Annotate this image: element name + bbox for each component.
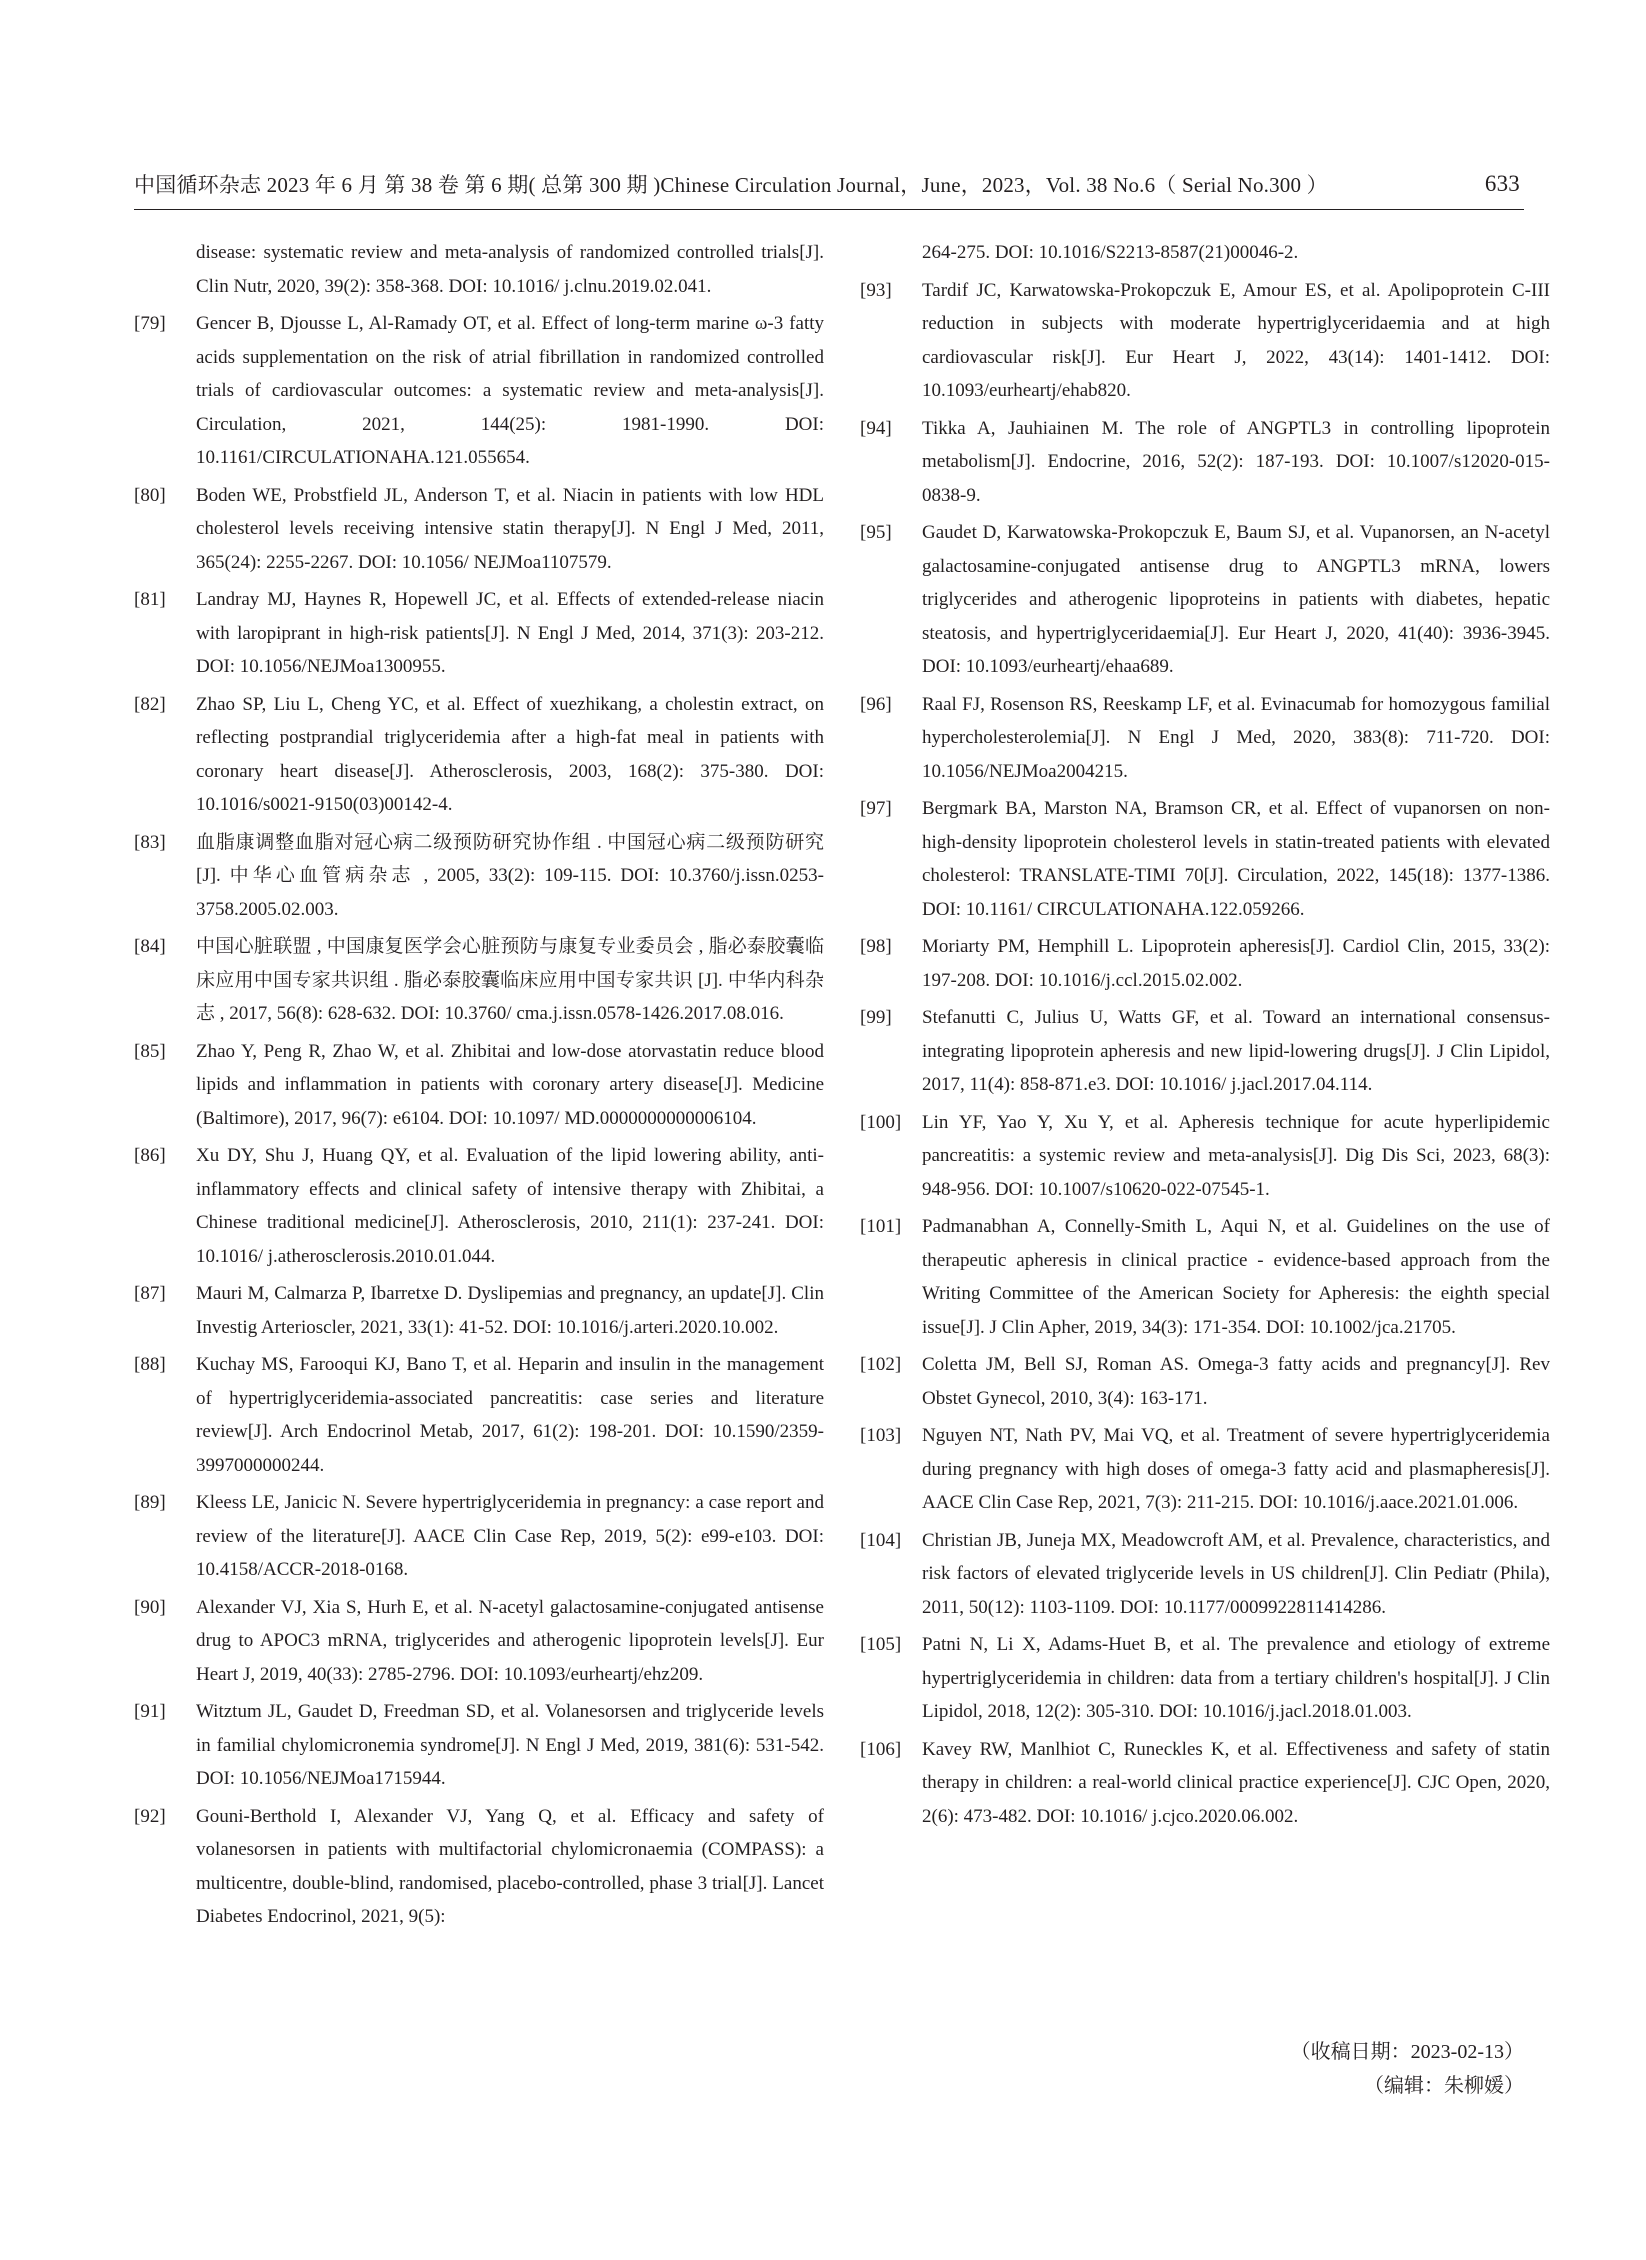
reference-106 [860,1733,1550,1834]
reference-text: Gencer B, Djousse L, Al-Ramady OT, et al. Effect of long-term marine ω-3 fatty acids supplementation on the risk of atrial fibrillation in randomized controlled trials of cardiovascular outcomes: a systematic review and meta-analysis[J]. Circulation, 2021, 144(25): 1981-1990. DOI: 10.1161/CIRCULATIONAHA.121.055654. [196,313,824,468]
reference-text: 264-275. DOI: 10.1016/S2213-8587(21)00046-2. [922,242,1299,263]
reference-text: Padmanabhan A, Connelly-Smith L, Aqui N, et al. Guidelines on the use of therapeutic apheresis in clinical practice - evidence-based approach from the Writing Committee of the American Society for Apheresis: the eighth special issue[J]. J Clin Apher, 2019, 34(3): 171-354. DOI: 10.1002/jca.21705. [922,1216,1550,1338]
reference-text: Witztum JL, Gaudet D, Freedman SD, et al. Volanesorsen and triglyceride levels in familial chylomicronemia syndrome[J]. N Engl J Med, 2019, 381(6): 531-542. DOI: 10.1056/NEJMoa1715944. [196,1701,824,1789]
page-number: 633 [1484,171,1520,196]
reference-82 [134,688,824,822]
reference-84 [134,930,824,1031]
reference-text: Moriarty PM, Hemphill L. Lipoprotein apheresis[J]. Cardiol Clin, 2015, 33(2): 197-208. DOI: 10.1016/j.ccl.2015.02.002. [922,936,1550,991]
reference-95 [860,516,1550,684]
reference-continuation [134,236,824,303]
reference-number: [102] [860,1354,902,1375]
reference-number: [83] [134,831,166,853]
reference-text: Gouni-Berthold I, Alexander VJ, Yang Q, et al. Efficacy and safety of volanesorsen in patients with multifactorial chylomicronaemia (COMPASS): a multicentre, double-blind, randomised, placebo-controlled, phase 3 trial[J]. Lancet Diabetes Endocrinol, 2021, 9(5): [196,1805,824,1927]
reference-text: Bergmark BA, Marston NA, Bramson CR, et al. Effect of vupanorsen on non-high-density lipoprotein cholesterol levels in statin-treated patients with elevated cholesterol: TRANSLATE-TIMI 70[J]. Circulation, 2022, 145(18): 1377-1386. DOI: 10.1161/ CIRCULATIONAHA.122.059266. [922,798,1550,920]
reference-text: Zhao SP, Liu L, Cheng YC, et al. Effect of xuezhikang, a cholestin extract, on reflecting postprandial triglyceridemia after a high-fat meal in patients with coronary heart disease[J]. Atherosclerosis, 2003, 168(2): 375-380. DOI: 10.1016/s0021-9150(03)00142-4. [196,693,824,815]
reference-93 [860,274,1550,408]
reference-97 [860,792,1550,926]
journal-citation-line: 中国循环杂志 2023 年 6 月 第 38 卷 第 6 期( 总第 300 期 )Chinese Circulation Journal，June，2023，Vol. 38 No.6（ Serial No.300 ） [134,173,1328,197]
reference-100 [860,1106,1550,1207]
reference-text: Kavey RW, Manlhiot C, Runeckles K, et al. Effectiveness and safety of statin therapy in children: a real-world clinical practice experience[J]. CJC Open, 2020, 2(6): 473-482. DOI: 10.1016/ j.cjco.2020.06.002. [922,1738,1550,1827]
reference-number: [97] [860,798,892,819]
reference-99 [860,1001,1550,1102]
right-reference-column [860,236,1550,1837]
reference-88 [134,1348,824,1482]
reference-number: [84] [134,936,166,957]
reference-number: [96] [860,693,892,715]
reference-number: [85] [134,1040,166,1062]
reference-96 [860,688,1550,789]
reference-91 [134,1695,824,1796]
reference-number: [105] [860,1634,902,1655]
reference-102 [860,1348,1550,1415]
reference-number: [79] [134,313,166,334]
reference-number: [103] [860,1425,902,1446]
reference-85 [134,1035,824,1136]
reference-number: [81] [134,589,166,610]
reference-text: Coletta JM, Bell SJ, Roman AS. Omega-3 fatty acids and pregnancy[J]. Rev Obstet Gynecol, 2010, 3(4): 163-171. [922,1354,1550,1409]
reference-number: [88] [134,1354,166,1375]
reference-text: Xu DY, Shu J, Huang QY, et al. Evaluation of the lipid lowering ability, anti-inflammatory effects and clinical safety of intensive therapy with Zhibitai, a Chinese traditional medicine[J]. Atherosclerosis, 2010, 211(1): 237-241. DOI: 10.1016/ j.atherosclerosis.2010.01.044. [196,1145,824,1267]
reference-text: Kleess LE, Janicic N. Severe hypertriglyceridemia in pregnancy: a case report and review of the literature[J]. AACE Clin Case Rep, 2019, 5(2): e99-e103. DOI: 10.4158/ACCR-2018-0168. [196,1492,824,1580]
reference-text: disease: systematic review and meta-analysis of randomized controlled trials[J]. Clin Nutr, 2020, 39(2): 358-368. DOI: 10.1016/ j.clnu.2019.02.041. [196,242,824,297]
reference-90 [134,1591,824,1692]
reference-98 [860,930,1550,997]
reference-89 [134,1486,824,1587]
reference-94 [860,412,1550,513]
reference-text: Gaudet D, Karwatowska-Prokopczuk E, Baum SJ, et al. Vupanorsen, an N-acetyl galactosamine-conjugated antisense drug to ANGPTL3 mRNA, lowers triglycerides and atherogenic lipoproteins in patients with diabetes, hepatic steatosis, and hypertriglyceridaemia[J]. Eur Heart J, 2020, 41(40): 3936-3945. DOI: 10.1093/eurheartj/ehaa689. [922,522,1550,677]
reference-text: Alexander VJ, Xia S, Hurh E, et al. N-acetyl galactosamine-conjugated antisense drug to APOC3 mRNA, triglycerides and atherogenic lipoprotein levels[J]. Eur Heart J, 2019, 40(33): 2785-2796. DOI: 10.1093/eurheartj/ehz209. [196,1596,824,1685]
reference-number: [91] [134,1701,166,1722]
reference-80 [134,479,824,580]
reference-text: Raal FJ, Rosenson RS, Reeskamp LF, et al. Evinacumab for homozygous familial hypercholesterolemia[J]. N Engl J Med, 2020, 383(8): 711-720. DOI: 10.1056/NEJMoa2004215. [922,693,1550,782]
reference-text: Stefanutti C, Julius U, Watts GF, et al. Toward an international consensus-integrating lipoprotein apheresis and new lipid-lowering drugs[J]. J Clin Lipidol, 2017, 11(4): 858-871.e3. DOI: 10.1016/ j.jacl.2017.04.114. [922,1007,1550,1095]
reference-text: Patni N, Li X, Adams-Huet B, et al. The prevalence and etiology of extreme hypertriglyceridemia in children: data from a tertiary children's hospital[J]. J Clin Lipidol, 2018, 12(2): 305-310. DOI: 10.1016/j.jacl.2018.01.003. [922,1634,1550,1722]
reference-81 [134,583,824,684]
reference-text: Nguyen NT, Nath PV, Mai VQ, et al. Treatment of severe hypertriglyceridemia during pregnancy with high doses of omega-3 fatty acid and plasmapheresis[J]. AACE Clin Case Rep, 2021, 7(3): 211-215. DOI: 10.1016/j.aace.2021.01.006. [922,1425,1550,1513]
reference-86 [134,1139,824,1273]
reference-number: [86] [134,1145,166,1166]
reference-number: [106] [860,1738,902,1760]
reference-87 [134,1277,824,1344]
running-header [134,165,1524,210]
reference-number: [92] [134,1805,166,1827]
reference-number: [99] [860,1007,892,1028]
reference-text: Boden WE, Probstfield JL, Anderson T, et al. Niacin in patients with low HDL cholesterol levels receiving intensive statin therapy[J]. N Engl J Med, 2011, 365(24): 2255-2267. DOI: 10.1056/ NEJMoa1107579. [196,484,824,573]
reference-number: [101] [860,1216,902,1237]
reference-text: 中国心脏联盟 , 中国康复医学会心脏预防与康复专业委员会 , 脂必泰胶囊临床应用中国专家共识组 . 脂必泰胶囊临床应用中国专家共识 [J]. 中华内科杂志 , 2017, 56(8): 628-632. DOI: 10.3760/ cma.j.issn.0578-1426.2017.08.016. [196,936,824,1024]
reference-79 [134,307,824,475]
reference-83 [134,826,824,927]
reference-105 [860,1628,1550,1729]
reference-104 [860,1524,1550,1625]
reference-number: [89] [134,1492,166,1513]
reference-text: Zhao Y, Peng R, Zhao W, et al. Zhibitai and low-dose atorvastatin reduce blood lipids and inflammation in patients with coronary artery disease[J]. Medicine (Baltimore), 2017, 96(7): e6104. DOI: 10.1097/ MD.0000000000006104. [196,1040,824,1129]
reference-number: [104] [860,1529,902,1551]
left-reference-column [134,236,824,1938]
reference-text: Christian JB, Juneja MX, Meadowcroft AM, et al. Prevalence, characteristics, and risk factors of elevated triglyceride levels in US children[J]. Clin Pediatr (Phila), 2011, 50(12): 1103-1109. DOI: 10.1177/0009922811414286. [922,1529,1550,1618]
reference-number: [90] [134,1596,166,1618]
received-date: （收稿日期：2023-02-13） [1290,2041,1524,2063]
reference-number: [93] [860,279,892,301]
reference-text: Tikka A, Jauhiainen M. The role of ANGPTL3 in controlling lipoprotein metabolism[J]. Endocrine, 2016, 52(2): 187-193. DOI: 10.1007/s12020-015-0838-9. [922,417,1550,506]
reference-text: Lin YF, Yao Y, Xu Y, et al. Apheresis technique for acute hyperlipidemic pancreatitis: a systemic review and meta-analysis[J]. Dig Dis Sci, 2023, 68(3): 948-956. DOI: 10.1007/s10620-022-07545-1. [922,1111,1550,1200]
reference-92 [134,1800,824,1934]
reference-text: 血脂康调整血脂对冠心病二级预防研究协作组 . 中国冠心病二级预防研究 [J]. 中华心血管病杂志 , 2005, 33(2): 109-115. DOI: 10.3760/j.issn.0253-3758.2005.02.003. [196,831,824,920]
reference-number: [98] [860,936,892,957]
reference-text: Mauri M, Calmarza P, Ibarretxe D. Dyslipemias and pregnancy, an update[J]. Clin Investig Arterioscler, 2021, 33(1): 41-52. DOI: 10.1016/j.arteri.2020.10.002. [196,1283,824,1338]
editor-credit: （编辑：朱柳媛） [1364,2075,1524,2097]
reference-number: [87] [134,1283,166,1304]
reference-text: Landray MJ, Haynes R, Hopewell JC, et al. Effects of extended-release niacin with laropiprant in high-risk patients[J]. N Engl J Med, 2014, 371(3): 203-212. DOI: 10.1056/NEJMoa1300955. [196,589,824,677]
reference-continuation [860,236,1550,270]
reference-number: [82] [134,693,166,715]
reference-103 [860,1419,1550,1520]
reference-number: [80] [134,484,166,506]
reference-text: Tardif JC, Karwatowska-Prokopczuk E, Amour ES, et al. Apolipoprotein C-III reduction in subjects with moderate hypertriglyceridaemia and at high cardiovascular risk[J]. Eur Heart J, 2022, 43(14): 1401-1412. DOI: 10.1093/eurheartj/ehab820. [922,279,1550,401]
reference-number: [95] [860,522,892,543]
reference-101 [860,1210,1550,1344]
reference-text: Kuchay MS, Farooqui KJ, Bano T, et al. Heparin and insulin in the management of hypertriglyceridemia-associated pancreatitis: case series and literature review[J]. Arch Endocrinol Metab, 2017, 61(2): 198-201. DOI: 10.1590/2359-3997000000244. [196,1354,824,1476]
reference-number: [94] [860,417,892,439]
reference-number: [100] [860,1111,902,1133]
